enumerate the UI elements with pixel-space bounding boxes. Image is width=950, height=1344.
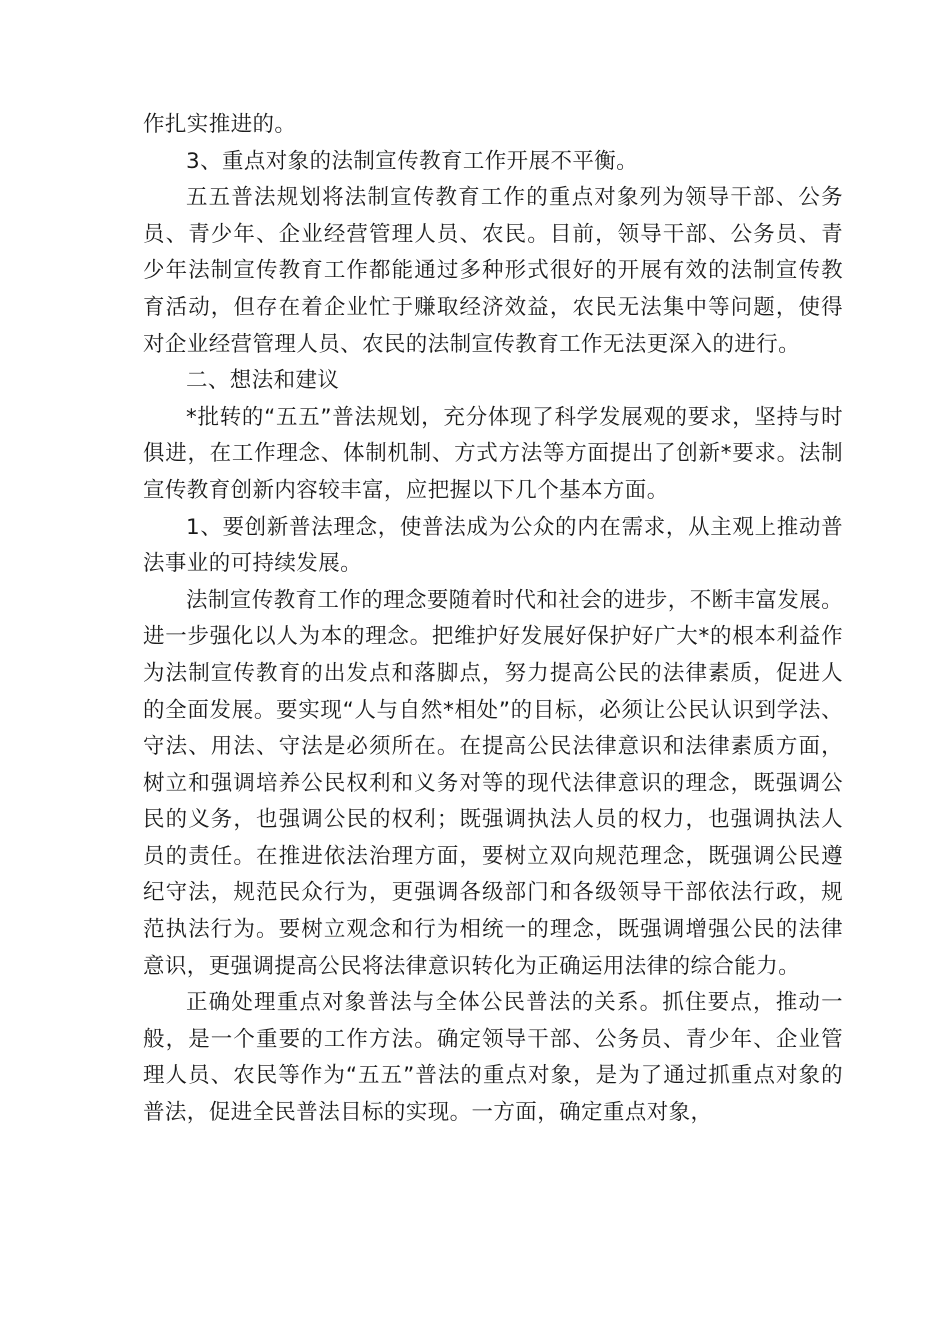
section-heading-suggestions: 二、想法和建议 [186,368,340,394]
paragraph-item-1-heading: 1、要创新普法理念，使普法成为公众的内在需求，从主观上推动普法事业的可持续发展。 [143,514,843,577]
paragraph-five-year-plan: *批转的“五五”普法规划，充分体现了科学发展观的要求，坚持与时俱进，在工作理念、体制机制、方式方法等方面提出了创新*要求。法制宣传教育创新内容较丰富，应把握以下几个基本方面。 [143,404,843,503]
paragraph-key-targets: 五五普法规划将法制宣传教育工作的重点对象列为领导干部、公务员、青少年、企业经营管理人员、农民。目前，领导干部、公务员、青少年法制宣传教育工作都能通过多种形式很好的开展有效的法制宣传教育活动，但存在着企业忙于赚取经济效益，农民无法集中等问题，使得对企业经营管理人员、农民的法制宣传教育工作无法更深入的进行。 [143,185,843,357]
paragraph-continuation: 作扎实推进的。 [143,112,297,137]
paragraph-item-3-heading: 3、重点对象的法制宣传教育工作开展不平衡。 [186,148,639,174]
paragraph-philosophy: 法制宣传教育工作的理念要随着时代和社会的进步，不断丰富发展。进一步强化以人为本的理念。把维护好发展好保护好广大*的根本利益作为法制宣传教育的出发点和落脚点，努力提高公民的法律素质，促进人的全面发展。要实现“人与自然*相处”的目标，必须让公民认识到学法、守法、用法、守法是必须所在。在提高公民法律意识和法律素质方面，树立和强调培养公民权利和义务对等的现代法律意识的理念，既强调公民的义务，也强调公民的权利；既强调执法人员的权力，也强调执法人员的责任。在推进依法治理方面，要树立双向规范理念，既强调公民遵纪守法，规范民众行为，更强调各级部门和各级领导干部依法行政，规范执法行为。要树立观念和行为相统一的理念，既强调增强公民的法律意识，更强调提高公民将法律意识转化为正确运用法律的综合能力。 [143,587,844,979]
paragraph-key-vs-all: 正确处理重点对象普法与全体公民普法的关系。抓住要点，推动一般，是一个重要的工作方法。确定领导干部、公务员、青少年、企业管理人员、农民等作为“五五”普法的重点对象，是为了通过抓重点对象的普法，促进全民普法目标的实现。一方面，确定重点对象， [143,990,843,1126]
document-body [143,107,843,1132]
